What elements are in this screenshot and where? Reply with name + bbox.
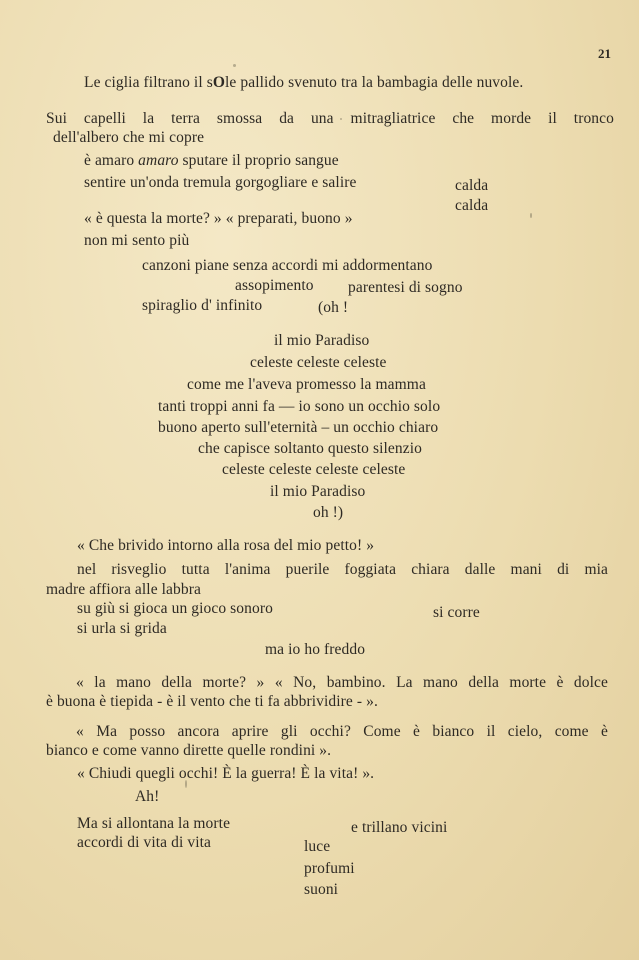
text-line: non mi sento più [84, 232, 190, 249]
text-line: spiraglio d' infinito [142, 297, 263, 314]
text-line: suoni [304, 881, 339, 898]
text-line: ma io ho freddo [265, 641, 366, 658]
text-line: si urla si grida [77, 620, 167, 637]
text-line: canzoni piane senza accordi mi addormentano [142, 257, 433, 274]
text-line: è buona è tiepida - è il vento che ti fa abbrividire - ». [46, 693, 378, 710]
text-line: che capisce soltanto questo silenzio [198, 440, 422, 457]
text-line [84, 152, 339, 170]
text-line: bianco e come vanno dirette quelle rondini ». [46, 742, 332, 759]
text-line: Sui capelli la terra smossa da una mitragliatrice che morde il tronco [46, 110, 614, 127]
text-line: sentire un'onda tremula gorgogliare e salire [84, 174, 357, 191]
text-line: (oh ! [318, 299, 349, 316]
bold-letter: O [212, 74, 226, 91]
text-line: come me l'aveva promesso la mamma [187, 376, 426, 393]
text-line: luce [304, 838, 331, 855]
paper-speck [340, 118, 342, 120]
text-line: buono aperto sull'eternità – un occhio chiaro [158, 419, 439, 436]
text-line: calda [455, 197, 489, 214]
text-line: « la mano della morte? » « No, bambino. La mano della morte è dolce [76, 674, 608, 691]
text-line: il mio Paradiso [274, 332, 370, 349]
text-line: « è questa la morte? » « preparati, buono » [84, 210, 353, 227]
text-line: accordi di vita di vita [77, 834, 212, 851]
text-line: celeste celeste celeste [250, 354, 387, 371]
text-line [84, 74, 523, 92]
text-line: Ah! [135, 788, 160, 805]
text-line: il mio Paradiso [270, 483, 366, 500]
text-line: calda [455, 177, 489, 194]
text-line: parentesi di sogno [348, 279, 463, 296]
text-line: Ma si allontana la morte [77, 815, 231, 832]
text-line: su giù si gioca un gioco sonoro [77, 600, 273, 617]
text-line: madre affiora alle labbra [46, 581, 201, 598]
text-line: nel risveglio tutta l'anima puerile foggiata chiara dalle mani di mia [77, 561, 608, 578]
page-number: 21 [598, 46, 611, 61]
paper-speck [530, 213, 532, 218]
text-line: tanti troppi anni fa — io sono un occhio solo [158, 398, 441, 415]
text-line: si corre [433, 604, 480, 621]
text-line: « Chiudi quegli occhi! È la guerra! È la vita! ». [77, 765, 375, 782]
text-segment: le pallido svenuto tra la bambagia delle nuvole. [225, 74, 524, 91]
italic-word: amaro [138, 152, 179, 169]
text-line: e trillano vicini [351, 819, 448, 836]
text-line: dell'albero che mi copre [53, 129, 205, 146]
text-segment: Le ciglia filtrano il s [84, 74, 213, 91]
text-line: « Che brivido intorno alla rosa del mio petto! » [77, 537, 375, 554]
text-line: oh !) [313, 504, 344, 521]
paper-speck [185, 780, 187, 788]
paper-speck [233, 64, 236, 67]
text-line: « Ma posso ancora aprire gli occhi? Come è bianco il cielo, come è [76, 723, 608, 740]
text-line: celeste celeste celeste celeste [222, 461, 406, 478]
text-segment: è amaro [84, 152, 139, 169]
text-segment: sputare il proprio sangue [178, 152, 339, 169]
text-line: assopimento [235, 277, 314, 294]
text-line: profumi [304, 860, 355, 877]
